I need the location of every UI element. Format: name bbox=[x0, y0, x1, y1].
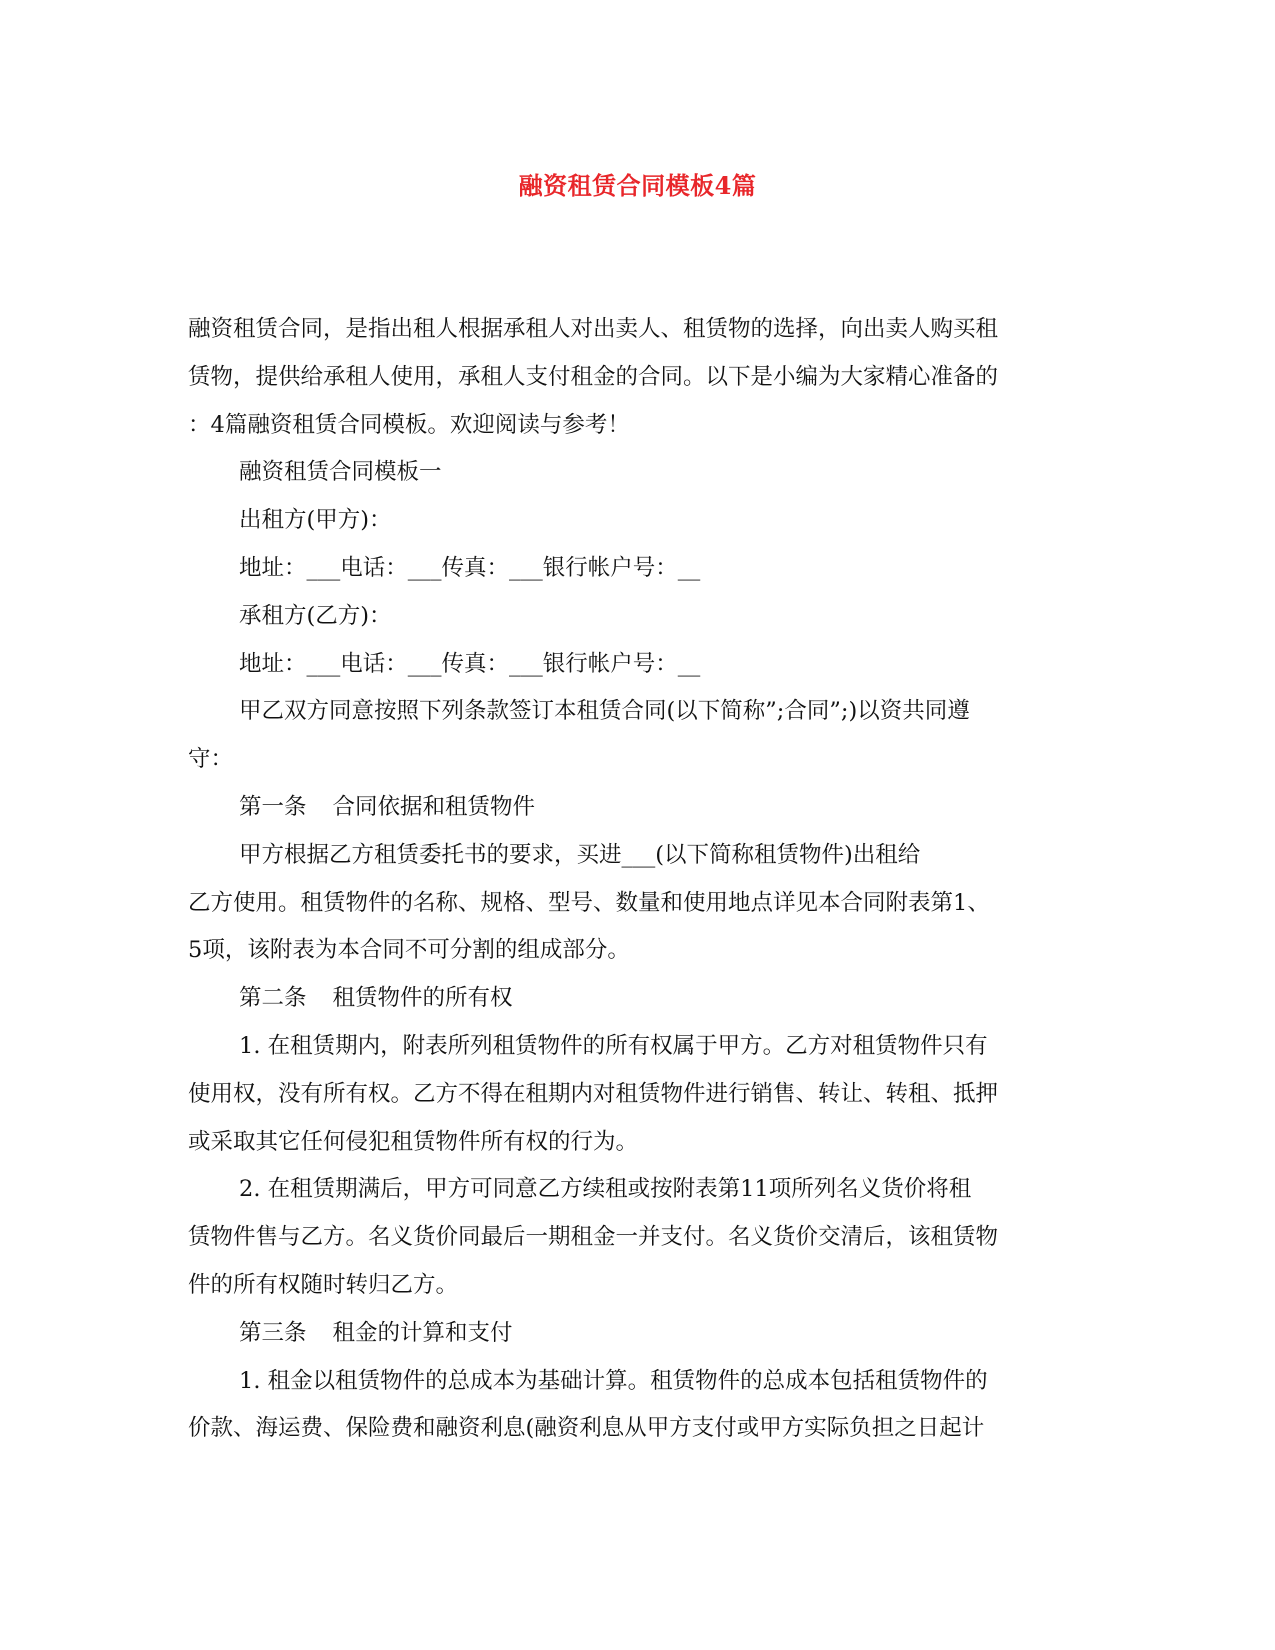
article-1-line: 5项，该附表为本合同不可分割的组成部分。 bbox=[188, 937, 630, 964]
agreement-line: 守： bbox=[188, 746, 234, 773]
intro-line: 赁物，提供给承租人使用，承租人支付租金的合同。以下是小编为大家精心准备的 bbox=[188, 363, 999, 390]
article-3-item-1-line: 价款、海运费、保险费和融资利息(融资利息从甲方支付或甲方实际负担之日起计 bbox=[188, 1415, 985, 1442]
article-2-item-1-line: 使用权，没有所有权。乙方不得在租期内对租赁物件进行销售、转让、转租、抵押 bbox=[188, 1080, 999, 1107]
intro-line: ：4篇融资租赁合同模板。欢迎阅读与参考！ bbox=[188, 411, 630, 438]
article-3-heading bbox=[188, 1310, 1088, 1358]
article-1-title: 合同依据和租赁物件 bbox=[332, 793, 536, 820]
document-title: 融资租赁合同模板4篇 bbox=[518, 171, 757, 200]
article-2-item-2-line: 赁物件售与乙方。名义货价同最后一期租金一并支付。名义货价交清后，该租赁物 bbox=[188, 1224, 999, 1251]
lessee-label: 承租方(乙方)： bbox=[239, 602, 392, 629]
article-1-number: 第一条 bbox=[239, 793, 307, 820]
article-2-item-2-line: 件的所有权随时转归乙方。 bbox=[188, 1271, 459, 1298]
article-2-item-1-line: 或采取其它任何侵犯租赁物件所有权的行为。 bbox=[188, 1128, 639, 1155]
article-2-item-1-line: 1. 在租赁期内，附表所列租赁物件的所有权属于甲方。乙方对租赁物件只有 bbox=[239, 1032, 988, 1059]
lessor-label: 出租方(甲方)： bbox=[239, 507, 392, 534]
article-3-number: 第三条 bbox=[239, 1319, 307, 1346]
article-2-number: 第二条 bbox=[239, 985, 307, 1012]
article-1-heading bbox=[188, 784, 1088, 832]
article-2-heading bbox=[188, 975, 1088, 1023]
lessor-info: 地址：___电话：___传真：___银行帐户号：__ bbox=[239, 554, 701, 581]
template-heading: 融资租赁合同模板一 bbox=[239, 459, 442, 486]
article-3-item-1-line: 1. 租金以租赁物件的总成本为基础计算。租赁物件的总成本包括租赁物件的 bbox=[239, 1367, 988, 1394]
article-2-title: 租赁物件的所有权 bbox=[332, 985, 513, 1012]
intro-line: 融资租赁合同，是指出租人根据承租人对出卖人、租赁物的选择，向出卖人购买租 bbox=[188, 316, 999, 342]
document-body bbox=[188, 306, 1088, 1453]
article-1-line: 乙方使用。租赁物件的名称、规格、型号、数量和使用地点详见本合同附表第1、 bbox=[188, 889, 990, 916]
lessee-info: 地址：___电话：___传真：___银行帐户号：__ bbox=[239, 650, 701, 677]
article-3-title: 租金的计算和支付 bbox=[332, 1319, 513, 1346]
article-1-line: 甲方根据乙方租赁委托书的要求，买进___(以下简称租赁物件)出租给 bbox=[239, 841, 921, 868]
agreement-line: 甲乙双方同意按照下列条款签订本租赁合同(以下简称”;合同”;)以资共同遵 bbox=[239, 698, 970, 725]
article-2-item-2-line: 2. 在租赁期满后，甲方可同意乙方续租或按附表第11项所列名义货价将租 bbox=[239, 1176, 972, 1203]
